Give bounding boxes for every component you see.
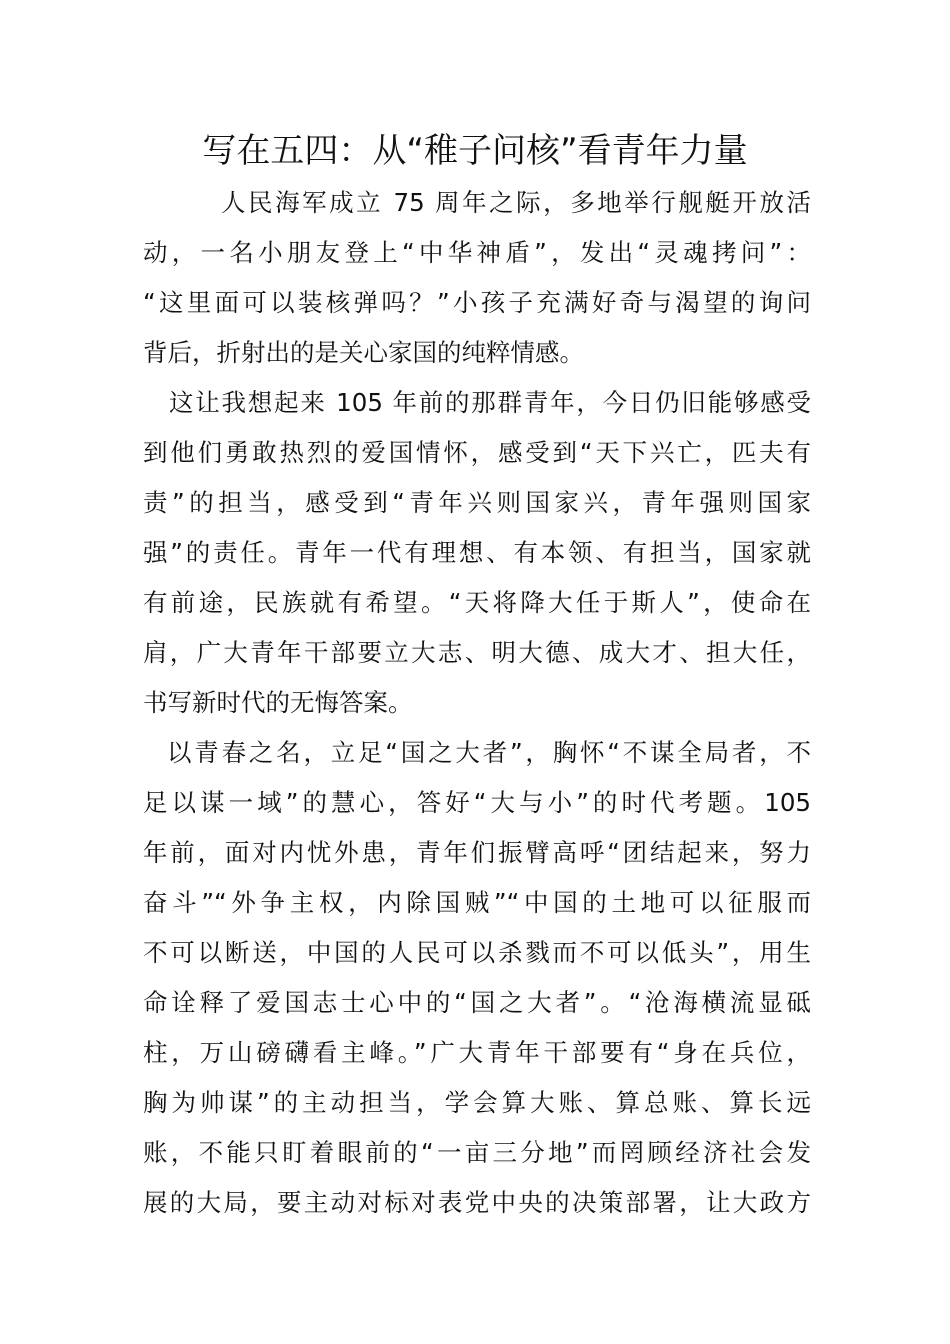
paragraph-line: 柱，万山磅礴看主峰。”广大青年干部要有“身在兵位，: [143, 1038, 811, 1067]
paragraph-line: 以青春之名，立足“国之大者”，胸怀“不谋全局者，不: [167, 738, 811, 767]
paragraph-line: 足以谋一域”的慧心，答好“大与小”的时代考题。105: [143, 788, 811, 817]
paragraph-line: 这让我想起来 105 年前的那群青年，今日仍旧能够感受: [169, 388, 811, 417]
paragraph-line: 动，一名小朋友登上“中华神盾”，发出“灵魂拷问”：: [143, 238, 811, 267]
paragraph-line: 账，不能只盯着眼前的“一亩三分地”而罔顾经济社会发: [143, 1138, 811, 1167]
paragraph-line: 强”的责任。青年一代有理想、有本领、有担当，国家就: [143, 538, 811, 567]
paragraph-1: [143, 178, 811, 378]
paragraph-line: 不可以断送，中国的人民可以杀戮而不可以低头”，用生: [143, 938, 811, 967]
paragraph-3: [143, 728, 811, 1228]
paragraph-line: 胸为帅谋”的主动担当，学会算大账、算总账、算长远: [143, 1088, 811, 1117]
paragraph-2: [143, 378, 811, 728]
paragraph-line: 肩，广大青年干部要立大志、明大德、成大才、担大任，: [143, 638, 811, 667]
paragraph-line: 到他们勇敢热烈的爱国情怀，感受到“天下兴亡，匹夫有: [143, 438, 811, 467]
paragraph-line: 书写新时代的无悔答案。: [143, 688, 413, 717]
paragraph-line: 有前途，民族就有希望。“天将降大任于斯人”，使命在: [143, 588, 811, 617]
paragraph-line: 背后，折射出的是关心家国的纯粹情感。: [143, 338, 584, 367]
paragraph-line: 人民海军成立 75 周年之际，多地举行舰艇开放活: [221, 188, 811, 217]
document-title: 写在五四：从“稚子问核”看青年力量: [202, 131, 748, 171]
paragraph-line: 责”的担当，感受到“青年兴则国家兴，青年强则国家: [143, 488, 811, 517]
paragraph-line: 奋斗”“外争主权，内除国贼”“中国的土地可以征服而: [143, 888, 811, 917]
paragraph-line: 展的大局，要主动对标对表党中央的决策部署，让大政方: [143, 1188, 811, 1217]
paragraph-line: “这里面可以装核弹吗？”小孩子充满好奇与渴望的询问: [143, 288, 811, 317]
document-body: [143, 178, 811, 1228]
paragraph-line: 命诠释了爱国志士心中的“国之大者”。“沧海横流显砥: [143, 988, 811, 1017]
paragraph-line: 年前，面对内忧外患，青年们振臂高呼“团结起来，努力: [143, 838, 811, 867]
